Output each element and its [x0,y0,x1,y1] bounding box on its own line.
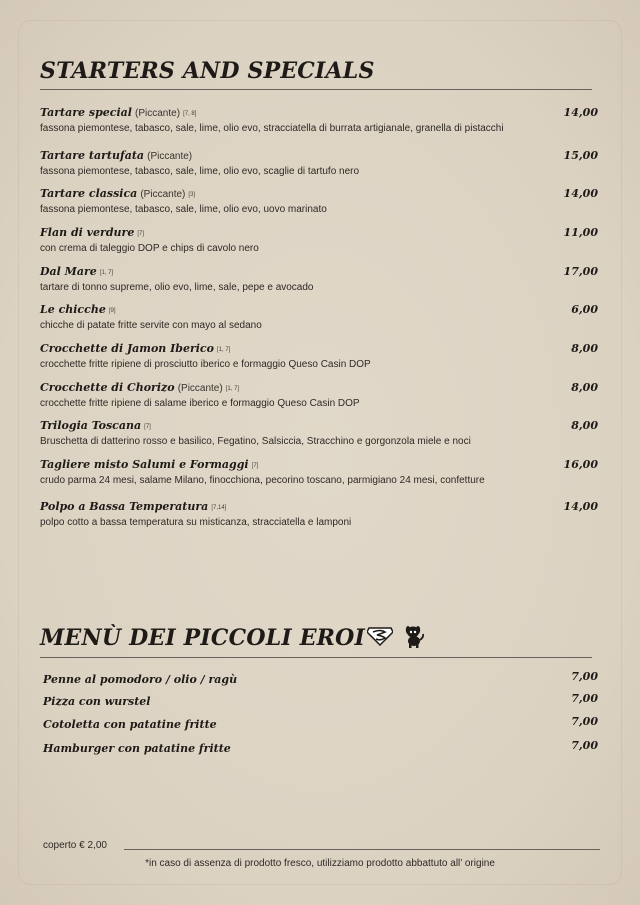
allergen-codes: [7] [251,463,259,469]
dish-name: Flan di verdure [40,226,135,239]
menu-item [40,342,598,371]
kids-menu-item [43,670,598,688]
kids-title-text: MENÙ DEI PICCOLI EROI [40,625,366,651]
dish-price: 8,00 [571,419,598,432]
dish-note: (Piccante) [135,108,181,119]
allergen-codes: [1, 7] [99,270,114,276]
dish-price: 16,00 [563,458,598,471]
dish-price: 11,00 [563,226,598,239]
dish-description: crocchette fritte ripiene di salame iberico e formaggio Queso Casin DOP [40,398,360,409]
dish-price: 15,00 [563,149,598,162]
menu-item-heading [40,226,598,241]
dish-description: crocchette fritte ripiene di prosciutto iberico e formaggio Queso Casin DOP [40,359,371,370]
kids-dish-name: Penne al pomodoro / olio / ragù [43,673,238,686]
kids-menu-item [43,739,598,757]
allergen-codes: [7] [137,231,145,237]
dish-name: Tartare tartufata [40,149,145,162]
menu-item-heading [40,106,598,121]
menu-item [40,303,598,332]
starters-rule [40,89,592,90]
dish-name: Tagliere misto Salumi e Formaggi [40,458,249,471]
dish-price: 14,00 [563,106,598,119]
dish-name: Le chicche [40,303,106,316]
menu-item [40,265,598,294]
dish-name: Tartare classica [40,187,138,200]
dish-note: (Piccante) [177,383,223,394]
menu-item [40,149,598,178]
dish-price: 17,00 [563,265,598,278]
dish-name: Tartare special [40,106,132,119]
dog-icon [403,624,425,654]
superman-shield-icon [367,626,393,652]
dish-name: Polpo a Bassa Temperatura [40,500,209,513]
menu-item [40,458,598,487]
menu-item-heading [40,303,598,318]
allergen-codes: [7,14] [211,505,227,511]
kids-dish-name: Hamburger con patatine fritte [43,742,231,755]
dish-price: 8,00 [571,381,598,394]
dish-price: 14,00 [563,500,598,513]
dish-name: Trilogia Toscana [40,419,142,432]
menu-item [40,419,598,448]
menu-item [40,187,598,216]
menu-item [40,226,598,255]
kids-menu-item [43,715,598,733]
menu-item-heading [40,342,598,357]
dish-price: 6,00 [571,303,598,316]
menu-item [40,381,598,410]
dish-price: 14,00 [563,187,598,200]
dish-description: tartare di tonno supreme, olio evo, lime, sale, pepe e avocado [40,282,314,293]
menu-item [40,106,598,135]
menu-item-heading [40,381,598,396]
menu-item-heading [40,149,598,164]
allergen-codes: [3] [188,192,196,198]
starters-title: STARTERS AND SPECIALS [40,58,375,84]
dish-description: fassona piemontese, tabasco, sale, lime, olio evo, scaglie di tartufo nero [40,166,360,177]
kids-dish-name: Cotoletta con patatine fritte [43,718,217,731]
dish-description: polpo cotto a bassa temperatura su misticanza, stracciatella e lamponi [40,517,352,528]
allergen-codes: [1, 7] [225,386,240,392]
dish-description: fassona piemontese, tabasco, sale, lime, olio evo, uovo marinato [40,204,327,215]
kids-dish-name: Pizza con wurstel [43,695,151,708]
menu-item-heading [40,187,598,202]
menu-item-heading [40,500,598,515]
menu-item [40,500,598,529]
dish-description: crudo parma 24 mesi, salame Milano, finocchiona, pecorino toscano, parmigiano 24 mesi, confetture [40,475,485,486]
dish-description: con crema di taleggio DOP e chips di cavolo nero [40,243,259,254]
coperto-text: coperto € 2,00 [43,840,107,851]
dish-note: (Piccante) [147,151,193,162]
dish-note: (Piccante) [140,189,186,200]
kids-title [40,624,425,654]
coperto-rule [124,849,600,850]
kids-dish-price: 7,00 [571,670,598,683]
dish-description: fassona piemontese, tabasco, sale, lime, olio evo, stracciatella di burrata artigianale, granella di pistacchi [40,123,504,134]
dish-name: Dal Mare [40,265,97,278]
dish-description: Bruschetta di datterino rosso e basilico, Fegatino, Salsiccia, Stracchino e gorgonzola miele e noci [40,436,471,447]
kids-dish-price: 7,00 [571,692,598,705]
kids-dish-price: 7,00 [571,739,598,752]
dish-price: 8,00 [571,342,598,355]
kids-rule [40,657,592,658]
allergen-codes: [7, 8] [183,111,197,117]
allergen-codes: [7] [144,424,151,430]
footnote-text: *in caso di assenza di prodotto fresco, utilizziamo prodotto abbattuto all’ origine [145,858,495,869]
allergen-codes: [9] [108,308,116,314]
dish-description: chicche di patate fritte servite con mayo al sedano [40,320,262,331]
kids-dish-price: 7,00 [571,715,598,728]
menu-item-heading [40,265,598,280]
allergen-codes: [1, 7] [217,347,231,353]
dish-name: Crocchette di Jamon Iberico [40,342,214,355]
menu-item-heading [40,419,598,434]
menu-item-heading [40,458,598,473]
kids-menu-item [43,692,598,710]
dish-name: Crocchette di Chorizo [40,381,175,394]
